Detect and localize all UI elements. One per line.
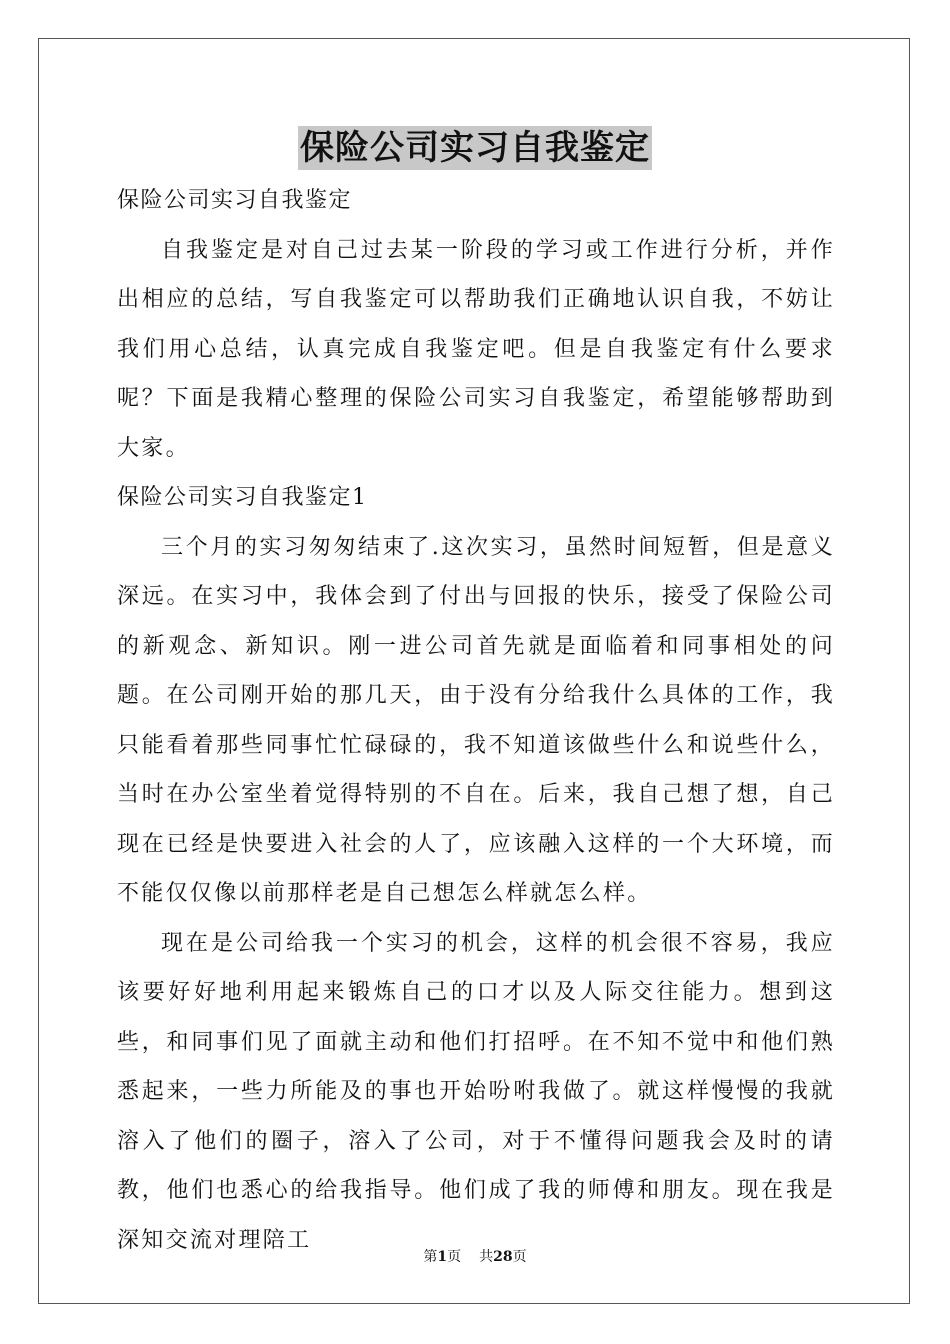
paragraph-section1-1: 三个月的实习匆匆结束了.这次实习，虽然时间短暂，但是意义深远。在实习中，我体会到了付出与回报的快乐，接受了保险公司的新观念、新知识。刚一进公司首先就是面临着和同事相处的问题。在公司刚开始的那几天，由于没有分给我什么具体的工作，我只能看着那些同事忙忙碌碌的，我不知道该做些什么和说些什么，当时在办公室坐着觉得特别的不自在。后来，我自己想了想，自己现在已经是快要进入社会的人了，应该融入这样的一个大环境，而不能仅仅像以前那样老是自己想怎么样就怎么样。: [117, 534, 835, 906]
total-pages: 28: [493, 1249, 513, 1265]
total-label-prefix: 共: [479, 1249, 494, 1265]
total-label-suffix: 页: [512, 1249, 527, 1265]
page-label-prefix: 第: [423, 1249, 438, 1265]
document-title-text: 保险公司实习自我鉴定: [300, 128, 650, 168]
subtitle-intro: 保险公司实习自我鉴定: [117, 188, 353, 213]
section-heading-1: 保险公司实习自我鉴定1: [117, 485, 368, 510]
document-body: [117, 176, 835, 1265]
document-title: [0, 126, 950, 170]
page-label-suffix: 页: [447, 1249, 462, 1265]
page-number: 1: [437, 1249, 448, 1265]
page-footer: [0, 1246, 950, 1266]
paragraph-intro: 自我鉴定是对自己过去某一阶段的学习或工作进行分析，并作出相应的总结，写自我鉴定可以帮助我们正确地认识自我，不妨让我们用心总结，认真完成自我鉴定吧。但是自我鉴定有什么要求呢？下面是我精心整理的保险公司实习自我鉴定，希望能够帮助到大家。: [117, 237, 835, 461]
paragraph-section1-2: 现在是公司给我一个实习的机会，这样的机会很不容易，我应该要好好地利用起来锻炼自己的口才以及人际交往能力。想到这些，和同事们见了面就主动和他们打招呼。在不知不觉中和他们熟悉起来，一些力所能及的事也开始吩咐我做了。就这样慢慢的我就溶入了他们的圈子，溶入了公司，对于不懂得问题我会及时的请教，他们也悉心的给我指导。他们成了我的师傅和朋友。现在我是深知交流对理陪工: [117, 930, 835, 1253]
